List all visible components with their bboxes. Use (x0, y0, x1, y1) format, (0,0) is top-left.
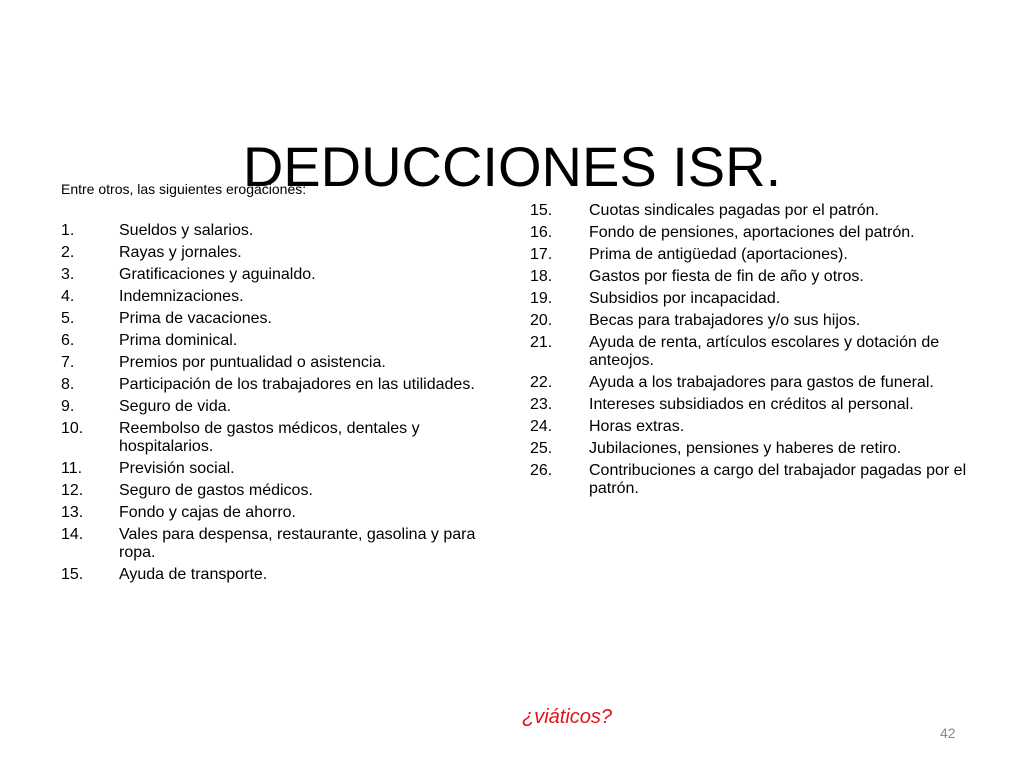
deductions-list-left (61, 222, 511, 588)
item-number: 9. (61, 398, 75, 415)
item-number: 6. (61, 332, 75, 349)
item-text: Reembolso de gastos médicos, dentales y hospitalarios. (119, 420, 420, 455)
item-text: Gastos por fiesta de fin de año y otros. (589, 268, 864, 285)
list-item (530, 396, 975, 414)
list-item (530, 268, 975, 286)
list-item (61, 266, 511, 284)
item-text: Previsión social. (119, 460, 235, 477)
item-number: 24. (530, 418, 553, 435)
list-item (530, 290, 975, 308)
item-text: Prima dominical. (119, 332, 238, 349)
item-text: Seguro de gastos médicos. (119, 482, 313, 499)
list-item (61, 310, 511, 328)
item-text: Premios por puntualidad o asistencia. (119, 354, 386, 371)
item-number: 3. (61, 266, 75, 283)
item-text: Indemnizaciones. (119, 288, 244, 305)
item-number: 5. (61, 310, 75, 327)
item-number: 17. (530, 246, 553, 263)
item-text: Gratificaciones y aguinaldo. (119, 266, 316, 283)
item-number: 11. (61, 460, 83, 477)
list-item (530, 440, 975, 458)
list-item (530, 202, 975, 220)
item-number: 10. (61, 420, 84, 437)
list-item (61, 244, 511, 262)
item-text: Vales para despensa, restaurante, gasolina y para ropa. (119, 526, 476, 561)
item-number: 22. (530, 374, 553, 391)
deductions-list-right (530, 202, 975, 502)
item-number: 23. (530, 396, 553, 413)
list-item (530, 246, 975, 264)
item-text: Cuotas sindicales pagadas por el patrón. (589, 202, 879, 219)
item-text: Rayas y jornales. (119, 244, 242, 261)
list-item (61, 376, 511, 394)
item-text: Prima de vacaciones. (119, 310, 272, 327)
item-number: 18. (530, 268, 553, 285)
list-item (61, 288, 511, 306)
list-item (61, 504, 511, 522)
item-text: Intereses subsidiados en créditos al personal. (589, 396, 914, 413)
item-text: Fondo y cajas de ahorro. (119, 504, 296, 521)
list-item (61, 566, 511, 584)
item-number: 7. (61, 354, 75, 371)
item-number: 13. (61, 504, 84, 521)
list-item (61, 222, 511, 240)
item-text: Sueldos y salarios. (119, 222, 254, 239)
list-item (61, 526, 511, 562)
item-number: 15. (61, 566, 84, 583)
item-number: 14. (61, 526, 84, 543)
item-number: 2. (61, 244, 75, 261)
list-item (61, 420, 511, 456)
item-number: 19. (530, 290, 553, 307)
item-number: 15. (530, 202, 553, 219)
intro-text: Entre otros, las siguientes erogaciones: (61, 181, 307, 197)
list-item (530, 462, 975, 498)
list-item (61, 460, 511, 478)
item-text: Ayuda de transporte. (119, 566, 268, 583)
list-item (530, 334, 975, 370)
item-text: Horas extras. (589, 418, 685, 435)
list-item (61, 398, 511, 416)
item-number: 12. (61, 482, 84, 499)
item-text: Becas para trabajadores y/o sus hijos. (589, 312, 861, 329)
list-item (61, 482, 511, 500)
item-number: 20. (530, 312, 553, 329)
item-number: 16. (530, 224, 553, 241)
list-item (61, 354, 511, 372)
list-item (61, 332, 511, 350)
item-text: Subsidios por incapacidad. (589, 290, 781, 307)
item-number: 8. (61, 376, 75, 393)
item-number: 25. (530, 440, 553, 457)
page-number: 42 (940, 725, 956, 741)
item-text: Contribuciones a cargo del trabajador pagadas por el patrón. (589, 462, 967, 497)
slide-title: DEDUCCIONES ISR. (242, 134, 782, 198)
item-text: Jubilaciones, pensiones y haberes de retiro. (589, 440, 902, 457)
item-text: Fondo de pensiones, aportaciones del patrón. (589, 224, 915, 241)
list-item (530, 418, 975, 436)
item-number: 26. (530, 462, 553, 479)
item-text: Prima de antigüedad (aportaciones). (589, 246, 848, 263)
item-text: Seguro de vida. (119, 398, 232, 415)
list-item (530, 374, 975, 392)
list-item (530, 224, 975, 242)
item-number: 1. (61, 222, 75, 239)
item-text: Ayuda a los trabajadores para gastos de funeral. (589, 374, 934, 391)
item-text: Participación de los trabajadores en las utilidades. (119, 376, 475, 393)
item-number: 4. (61, 288, 75, 305)
item-number: 21. (530, 334, 553, 351)
list-item (530, 312, 975, 330)
viaticos-note: ¿viáticos? (522, 706, 613, 728)
item-text: Ayuda de renta, artículos escolares y dotación de anteojos. (589, 334, 940, 369)
